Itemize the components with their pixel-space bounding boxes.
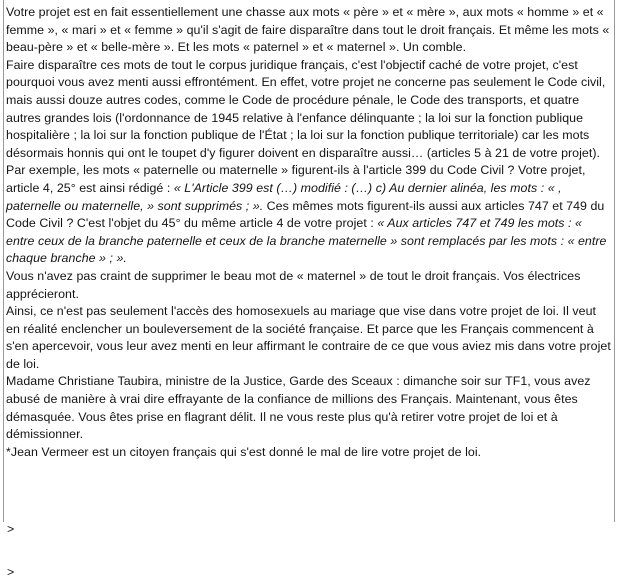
paragraph-legal-corpus: Faire disparaître ces mots de tout le corpus juridique français, c'est l'objectif caché de votre projet, c'est pourquoi vous avez menti aussi effrontément. En effet, votre projet ne concerne pas seulement le Code civil, mais aussi douze autres codes, comme le Code de procédure pénale, le Code des transports, et quatre autres grandes lois (l'ordonnance de 1945 relative à l'enfance délinquante ; la loi sur la fonction publique hospitalière ; la loi sur la fonction publique de l'État ; la loi sur la fonction publique territoriale) car les mots désormais honnis qui ont le toupet d'y figurer doivent en disparaître aussi… (articles 5 à 21 de votre projet). [6,57,606,160]
example-intro: Par exemple, les mots « paternelle ou maternelle » figurent-ils à l'article 399 du Code Civil ? Votre projet, article 4, 25° est ainsi rédigé : [6,163,586,195]
paragraph-taubira: Madame Christiane Taubira, ministre de la Justice, Garde des Sceaux : dimanche soir sur TF1, vous avez abusé de manière à vrai dire effrayante de la confiance de millions des Français. Maintenant, vous êtes démasquée. Vous êtes prise en flagrant délit. Il ne vous reste plus qu'à retirer votre projet de loi et à démissionner. [6,374,591,442]
paragraph-signature-note: *Jean Vermeer est un citoyen français qui s'est donné le mal de lire votre projet de loi. [6,444,482,459]
example-followup: Ces mêmes mots figurent-ils aussi aux articles 747 et 749 du Code Civil ? C'est l'objet du 45° du même article 4 de votre projet : [6,198,605,231]
paragraph-word-hunt: Votre projet est en fait essentiellement une chasse aux mots « père » et « mère », aux mots « homme » et « femme », « mari » et « femme » qu'il s'agit de faire disparaître dans tout le droit français. Et même les mots « beau-père » et « belle-mère ». Et les mots « paternel » et « maternel ». Un comble. [6,5,610,55]
paragraph-upheaval: Ainsi, ce n'est pas seulement l'accès des homosexuels au mariage que vise dans votre projet de loi. Il veut en réalité enclencher un bouleversement de la société française. Et parce que les Français commencent à s'en apercevoir, vous leur avez menti en leur affirmant le contraire de ce que vous aviez mis dans votre projet de loi. [6,304,611,371]
quote-marker: > [7,565,15,579]
paragraph-maternel: Vous n'avez pas craint de supprimer le beau mot de « maternel » de tout le droit français. Vos électrices apprécieront. [6,268,581,301]
quote-marker: > [7,522,15,536]
article-399-quote: « L'Article 399 est (…) modifié : (…) c) Au dernier alinéa, les mots : « , paternelle ou maternelle, » sont supprimés ; ». [6,180,562,213]
paragraph-examples [6,162,612,268]
article-747-749-quote: « Aux articles 747 et 749 les mots : « entre ceux de la branche paternelle et ceux de la branche maternelle » sont remplacés par les mots : « entre chaque branche » ; ». [6,216,607,266]
letter-body [6,4,612,461]
